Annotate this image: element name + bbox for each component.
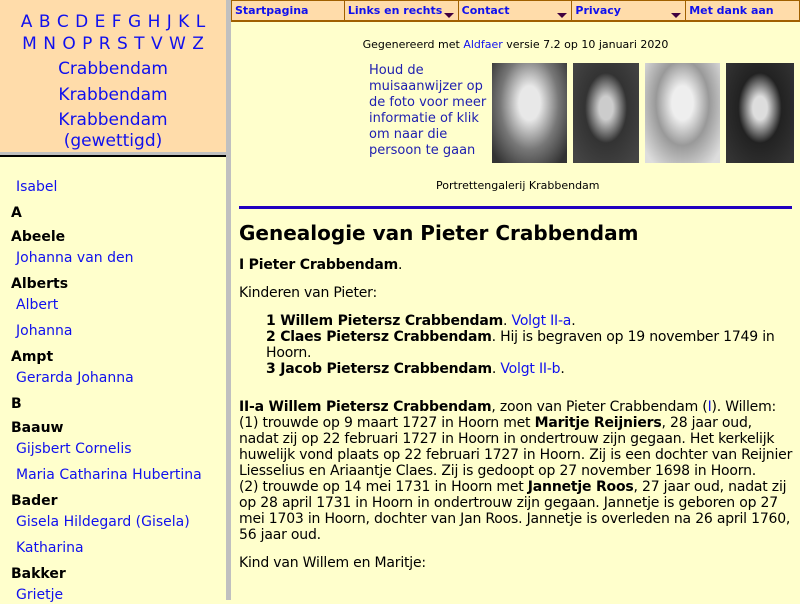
person-link[interactable]: Maria Catharina Hubertina (16, 467, 202, 483)
generated-suffix: versie 7.2 op 10 januari 2020 (502, 38, 669, 51)
person-link[interactable]: Gijsbert Cornelis (16, 441, 132, 457)
person-link[interactable]: Isabel (16, 179, 58, 195)
portrait-photo-2[interactable] (573, 63, 639, 163)
nav-met-dank-aan[interactable] (686, 0, 800, 20)
nav-label: Startpagina (235, 4, 309, 17)
text: . (491, 361, 501, 377)
surname-heading: Alberts (11, 276, 69, 292)
child-name: 3 Jacob Pietersz Crabbendam (266, 361, 492, 377)
generation-2a (239, 399, 794, 543)
text: . (503, 313, 512, 329)
nav-startpagina[interactable] (231, 0, 345, 20)
child-item (266, 361, 794, 377)
nav-label: Contact (461, 4, 510, 17)
genealogy-content (231, 221, 800, 571)
person-name: II-a Willem Pietersz Crabbendam (239, 399, 492, 415)
family-link-krabbendam-gewettigd[interactable]: Krabbendam (gewettigd) (58, 110, 168, 151)
main-frame (231, 0, 800, 600)
person-link[interactable]: Gisela Hildegard (Gisela) (16, 514, 190, 530)
divider (239, 206, 792, 209)
index-letter: B (11, 396, 22, 412)
person-link[interactable]: Johanna (16, 323, 73, 339)
surname-heading: Baauw (11, 420, 64, 436)
dropdown-arrow-icon (557, 13, 567, 18)
portrait-photo-1[interactable] (492, 63, 567, 163)
nav-label: Privacy (575, 4, 621, 17)
person-link[interactable]: Grietje (16, 587, 64, 603)
dropdown-arrow-icon (444, 13, 454, 18)
child-name: 2 Claes Pietersz Crabbendam (266, 329, 492, 345)
surname-heading: Bader (11, 493, 58, 509)
text: , 27 jaar oud, nadat zij op 28 april 1731 in Hoorn in ondertrouw zijn gegaan. Jannetje is geboren op 27 mei 1703 in Hoorn, dochter van Jan Roos. Jannetje is overleden na 26 april 1760, 56 jaar oud. (239, 479, 791, 543)
portrait-photo-4[interactable] (726, 63, 794, 163)
child-item (266, 313, 794, 329)
text: . Hij is begraven op 19 november 1749 in Hoorn. (266, 329, 775, 361)
gallery-hint: Houd de muisaanwijzer op de foto voor meer informatie of klik om naar die persoon te gaan (369, 63, 487, 158)
nav-contact[interactable] (459, 0, 573, 20)
letter-links-row2[interactable]: M N O P R S T V W Z (22, 34, 204, 54)
generation-1: I Pieter Crabbendam. (239, 257, 403, 273)
children-list (266, 313, 794, 377)
gallery-caption: Portrettengalerij Krabbendam (436, 179, 600, 192)
person-link[interactable]: Johanna van den (16, 250, 134, 266)
surname-heading: Ampt (11, 349, 54, 365)
person-link[interactable]: Katharina (16, 540, 84, 556)
portrait-photo-3[interactable] (645, 63, 720, 163)
nav-privacy[interactable] (572, 0, 686, 20)
parent-link[interactable]: I (707, 399, 712, 415)
nav-label: Met dank aan (689, 4, 774, 17)
nav-label: Links en rechts (347, 4, 443, 17)
text: (2) trouwde op 14 mei 1731 in Hoorn met (239, 479, 528, 495)
generated-prefix: Gegenereerd met (362, 38, 464, 51)
nav-links-en-rechts[interactable] (345, 0, 459, 20)
index-letter: A (11, 205, 22, 221)
spouse-name: Jannetje Roos (527, 479, 634, 495)
spouse-name: Maritje Reijniers (534, 415, 662, 431)
text: , 28 jaar oud, nadat zij op 22 februari 1727 in Hoorn in ondertrouw zijn gegaan. Het kerkelijk huwelijk vond plaats op 22 februari 1727 in Hoorn. Zij is een dochter van Reijnier Liesselius en Ariaantje Claes. Zij is gedoopt op 27 november 1698 in Hoorn. (239, 415, 793, 479)
family-link-crabbendam[interactable]: Crabbendam (58, 59, 168, 79)
volgt-link[interactable]: Volgt II-a (511, 313, 572, 329)
text: , zoon van Pieter Crabbendam ( (491, 399, 708, 415)
child-name: 1 Willem Pietersz Crabbendam (266, 313, 504, 329)
kind-label: Kind van Willem en Maritje: (239, 555, 426, 571)
left-frame (0, 0, 226, 603)
surname-heading: Abeele (11, 229, 66, 245)
page-title: Genealogie van Pieter Crabbendam (239, 221, 639, 245)
text: . (571, 313, 576, 329)
name-index (0, 157, 226, 604)
index-header (0, 0, 226, 155)
nav-bar (231, 0, 800, 22)
text: ). Willem: (711, 399, 777, 415)
person-name: I Pieter Crabbendam (239, 257, 398, 273)
dropdown-arrow-icon (671, 13, 681, 18)
letter-links-row1[interactable]: A B C D E F G H J K L (20, 12, 206, 32)
generated-info (231, 38, 800, 51)
aldfaer-link[interactable]: Aldfaer (463, 38, 503, 51)
children-label: Kinderen van Pieter: (239, 285, 377, 301)
person-link[interactable]: Albert (16, 297, 59, 313)
text: . (560, 361, 565, 377)
volgt-link[interactable]: Volgt II-b (500, 361, 561, 377)
text: (1) trouwde op 9 maart 1727 in Hoorn met (239, 415, 535, 431)
family-link-krabbendam[interactable]: Krabbendam (58, 85, 168, 105)
child-item (266, 329, 794, 361)
person-link[interactable]: Gerarda Johanna (16, 370, 134, 386)
surname-heading: Bakker (11, 566, 66, 582)
portrait-gallery (369, 63, 800, 163)
